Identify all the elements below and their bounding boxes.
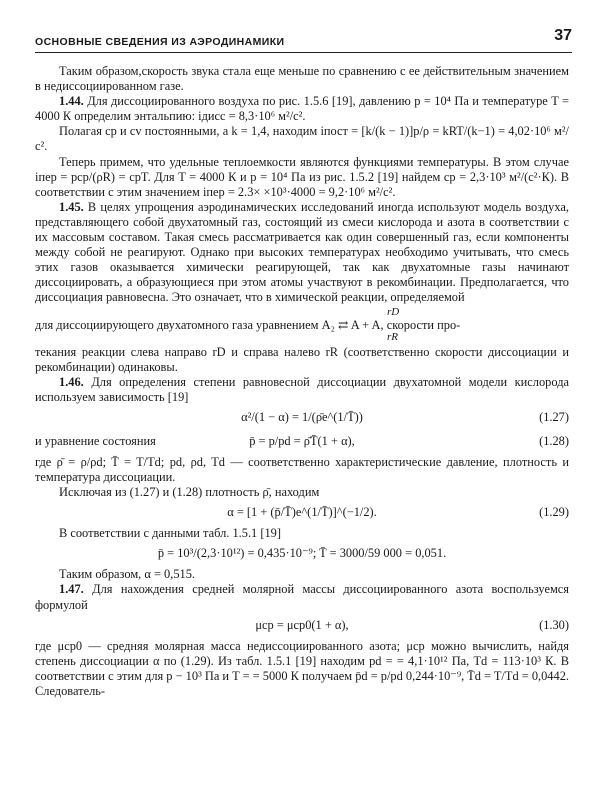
paragraph-final: где μср0 — средняя молярная масса недиссоциированного азота; μср можно вычислить, найдя степень диссоциации α по (1.29). Из табл. 1.5.1 [19] находим pd = = 4,1·10¹² Па, Td = 113·10³ К. В соответствии с этим для p − 10³ Па и T = = 5000 К получаем p̄d = p/pd 0,244·10⁻⁹, T̄d = T/Td = 0,0442. Следователь-	[35, 638, 569, 698]
paragraph-table-data: В соответствии с данными табл. 1.5.1 [19]	[59, 526, 281, 541]
equation-expression: p̄ = 10³/(2,3·10¹²) = 0,435·10⁻⁹; T̄ = 3000/59 000 = 0,051.	[157, 546, 447, 561]
section-number: 1.45.	[59, 199, 84, 214]
section-number: 1.44.	[59, 94, 84, 109]
equation-number: (1.30)	[539, 617, 569, 632]
equation-expression: μср = μср0(1 + α),	[255, 617, 349, 632]
paragraph-1-46	[35, 375, 569, 405]
paragraph-exclusion: Исключая из (1.27) и (1.28) плотность ρ̄, находим	[59, 485, 320, 500]
paragraph-text: Для диссоциированного воздуха по рис. 1.5.6 [19], давлению p = 10⁴ Па и температуре T = 4000 К определим энтальпию: iдисс = 8,3·10⁶ м²/с².	[35, 94, 569, 124]
reaction-rate-rr: rR	[387, 330, 398, 343]
reaction-rate-rd: rD	[387, 305, 400, 318]
page-number: 37	[554, 27, 572, 44]
paragraph-1-45	[35, 200, 569, 306]
section-number: 1.46.	[59, 374, 84, 389]
equation-1-30	[35, 615, 569, 637]
paragraph-constant-heat: Полагая cp и cv постоянными, а k = 1,4, находим iпост = [k/(k − 1)]p/ρ = kRT/(k−1) = 4,02·10⁶ м²/с².	[35, 124, 569, 154]
paragraph-1-44	[35, 94, 569, 124]
equation-1-27	[35, 407, 569, 429]
equation-expression: α²/(1 − α) = 1/(ρ̄e^(1/T̄))	[241, 409, 363, 424]
section-number: 1.47.	[59, 582, 84, 597]
page-body	[35, 64, 569, 699]
equation-expression: p̄ = p/pd = ρ̄T̄(1 + α),	[249, 433, 355, 448]
paragraph-text: Для определения степени равновесной диссоциации двухатомной модели кислорода используем зависимость [19]	[35, 374, 569, 404]
equation-1-28	[35, 431, 569, 453]
paragraph-variable-heat: Теперь примем, что удельные теплоемкости являются функциями температуры. В этом случае iпер = pcp/(ρR) = cpT. Для T = 4000 К и p = 10⁴ Па из рис. 1.5.2 [19] найдем cp = 2,3·10³ м²/(с²·К). В соответствии с этим значением iпер = 2.3× ×10³·4000 = 9,2·10⁶ м²/с².	[35, 154, 569, 199]
equation-number: (1.28)	[539, 433, 569, 448]
paragraph-text: В целях упрощения аэродинамических исследований иногда используют модель воздуха, представляющего собой двухатомный газ, состоящий из смеси кислорода и азота в соответствии с их массовым составом. Такая смесь рассматривается как один совершенный газ, если компоненты между собой не реагируют. Однако при высоких температурах необходимо учитывать, что смесь этих газов оказывается химически реагирующей, так как двухатомные газы начинают диссоциировать, а образующиеся при этом атомы участвуют в рекомбинации. Предполагается, что диссоциация равновесна. Это означает, что в химической реакции, определяемой	[35, 199, 569, 305]
equation-1-29	[35, 502, 569, 524]
reaction-rate-bottom	[35, 330, 569, 345]
paragraph-1-47	[35, 582, 569, 612]
equation-number: (1.27)	[539, 409, 569, 424]
equation-intro: и уравнение состояния	[35, 433, 156, 448]
equation-number: (1.29)	[539, 505, 569, 520]
reaction-rate-top	[35, 306, 569, 318]
paragraph-definitions: где ρ̄ = ρ/ρd; T̄ = T/Td; pd, ρd, Td — соответственно характеристические давление, плотность и температура диссоциации.	[35, 454, 569, 485]
equation-values	[35, 543, 569, 565]
paragraph-text: Для нахождения средней молярной массы диссоциированного азота воспользуемся формулой	[35, 582, 569, 612]
page-header	[35, 28, 572, 53]
paragraph-result: Таким образом, α = 0,515.	[59, 567, 196, 582]
paragraph-intro: Таким образом,скорость звука стала еще меньше по сравнению с ее действительным значением в недиссоциированном газе.	[35, 64, 569, 94]
paragraph-reaction-line: для диссоциирующего двухатомного газа уравнением A₂ ⇄ A + A, скорости про-	[35, 317, 461, 332]
paragraph-reaction-rates: текания реакции слева направо rD и справа налево rR (соответственно скорости диссоциации и рекомбинации) одинаковы.	[35, 344, 569, 374]
equation-expression: α = [1 + (p̄/T̄)e^(1/T̄)]^(−1/2).	[227, 505, 377, 520]
running-title: ОСНОВНЫЕ СВЕДЕНИЯ ИЗ АЭРОДИНАМИКИ	[35, 36, 285, 48]
